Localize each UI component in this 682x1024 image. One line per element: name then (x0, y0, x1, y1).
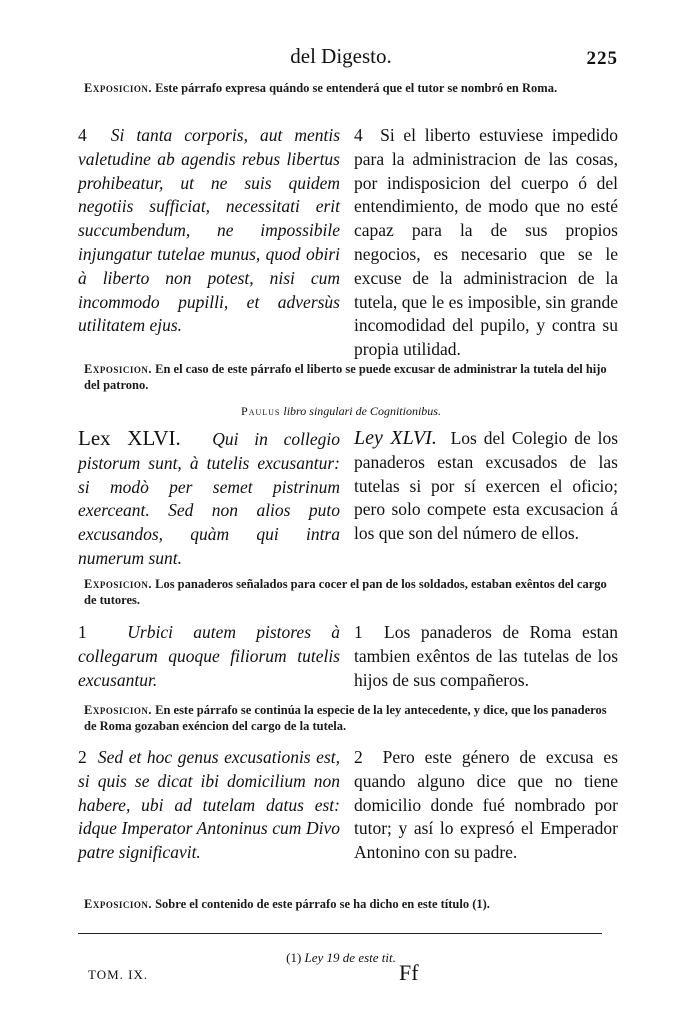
exposicion-text: En el caso de este párrafo el liberto se puede excusar de administrar la tutela del hijo del patrono. (84, 362, 607, 392)
section-number: 4 (354, 125, 363, 145)
lex-heading: Lex XLVI. (78, 426, 181, 450)
exposicion-5 (84, 896, 614, 912)
exposicion-4 (84, 702, 614, 734)
latin-column (78, 746, 340, 865)
running-title: del Digesto. (290, 44, 392, 68)
footnote-text: Ley 19 de este tit. (304, 950, 396, 965)
section-number: 2 (78, 747, 87, 767)
exposicion-text: Los panaderos señalados para cocer el pan de los soldados, estaban exêntos del cargo de tutores. (84, 577, 607, 607)
spanish-text: Si el liberto estuviese impedido para la administracion de las cosas, por indisposicion del cuerpo ó del entendimiento, de modo que no esté capaz para la de sus propios negocios, es necesario que se le excuse de la administracion de la tutela, que le es imposible, sin grande incomodidad del pupilo, y contra su propia utilidad. (354, 125, 619, 360)
exposicion-label: Exposicion. (84, 81, 152, 95)
latin-column (78, 621, 340, 692)
spanish-column (354, 124, 618, 362)
footnote (0, 950, 682, 966)
latin-text: Qui in collegio pistorum sunt, à tutelis excusantur: si modò per semet pistrinum exerceant. Sed non alios puto excusandos, quàm qui intra numerum sunt. (78, 429, 341, 568)
source-caption (0, 404, 682, 419)
spanish-column (354, 746, 618, 865)
volume-mark: TOM. IX. (88, 967, 149, 982)
exposicion-label: Exposicion. (84, 703, 152, 717)
latin-text: Si tanta corporis, aut mentis valetudine ab agendis rebus libertus prohibeatur, ut ne suis quidem negotiis sufficiat, necessitati erit succumbendum, ne impossibile injungatur tutelae munus, quod obiri à liberto non potest, nisi cum incommodo pupilli, et adversùs utilitatem ejus. (78, 125, 341, 336)
footnote-marker: (1) (286, 950, 302, 965)
ley-heading: Ley XLVI. (354, 427, 437, 449)
exposicion-text: En este párrafo se continúa la especie de la ley antecedente, y dice, que los panaderos de Roma gozaban exéncion del cargo de la tutela. (84, 703, 607, 733)
spanish-column (354, 621, 618, 692)
section-number: 2 (354, 747, 363, 767)
latin-text: Urbici autem pistores à collegarum quoque filiorum tutelis excusantur. (78, 622, 341, 690)
exposicion-label: Exposicion. (84, 362, 152, 376)
spanish-text: Los panaderos de Roma estan tambien exêntos de las tutelas de los hijos de sus compañeros. (354, 622, 619, 690)
spanish-text: Los del Colegio de los panaderos estan excusados de las tutelas si por sí exercen el oficio; pero solo compete esta excusacion á los que son del número de ellos. (354, 428, 619, 544)
spanish-column (354, 427, 618, 546)
section-number: 1 (78, 622, 87, 642)
running-header (0, 44, 682, 74)
footnote-rule (78, 933, 602, 934)
latin-text: Sed et hoc genus excusationis est, si quis se dicat ibi domicilium non habere, ubi ad tutelam datus est: idque Imperator Antoninus cum Divo patre significavit. (78, 747, 340, 863)
latin-column (78, 124, 340, 338)
exposicion-label: Exposicion. (84, 577, 152, 591)
section-number: 1 (354, 622, 363, 642)
section-number: 4 (78, 125, 87, 145)
exposicion-label: Exposicion. (84, 897, 152, 911)
exposicion-text: Este párrafo expresa quándo se entenderá que el tutor se nombró en Roma. (155, 81, 558, 95)
exposicion-2 (84, 361, 614, 393)
caption-work: libro singulari de Cognitionibus. (283, 404, 441, 418)
signature-mark: Ff (399, 960, 419, 985)
latin-column (78, 427, 340, 571)
exposicion-1 (84, 80, 614, 96)
exposicion-text: Sobre el contenido de este párrafo se ha dicho en este título (1). (155, 897, 490, 911)
caption-author: Paulus (241, 404, 281, 418)
page-number: 225 (586, 48, 618, 69)
spanish-text: Pero este género de excusa es quando alguno dice que no tiene domicilio donde fué nombrado por tutor; y así lo expresó el Emperador Antonino con su padre. (354, 747, 619, 863)
exposicion-3 (84, 576, 614, 608)
